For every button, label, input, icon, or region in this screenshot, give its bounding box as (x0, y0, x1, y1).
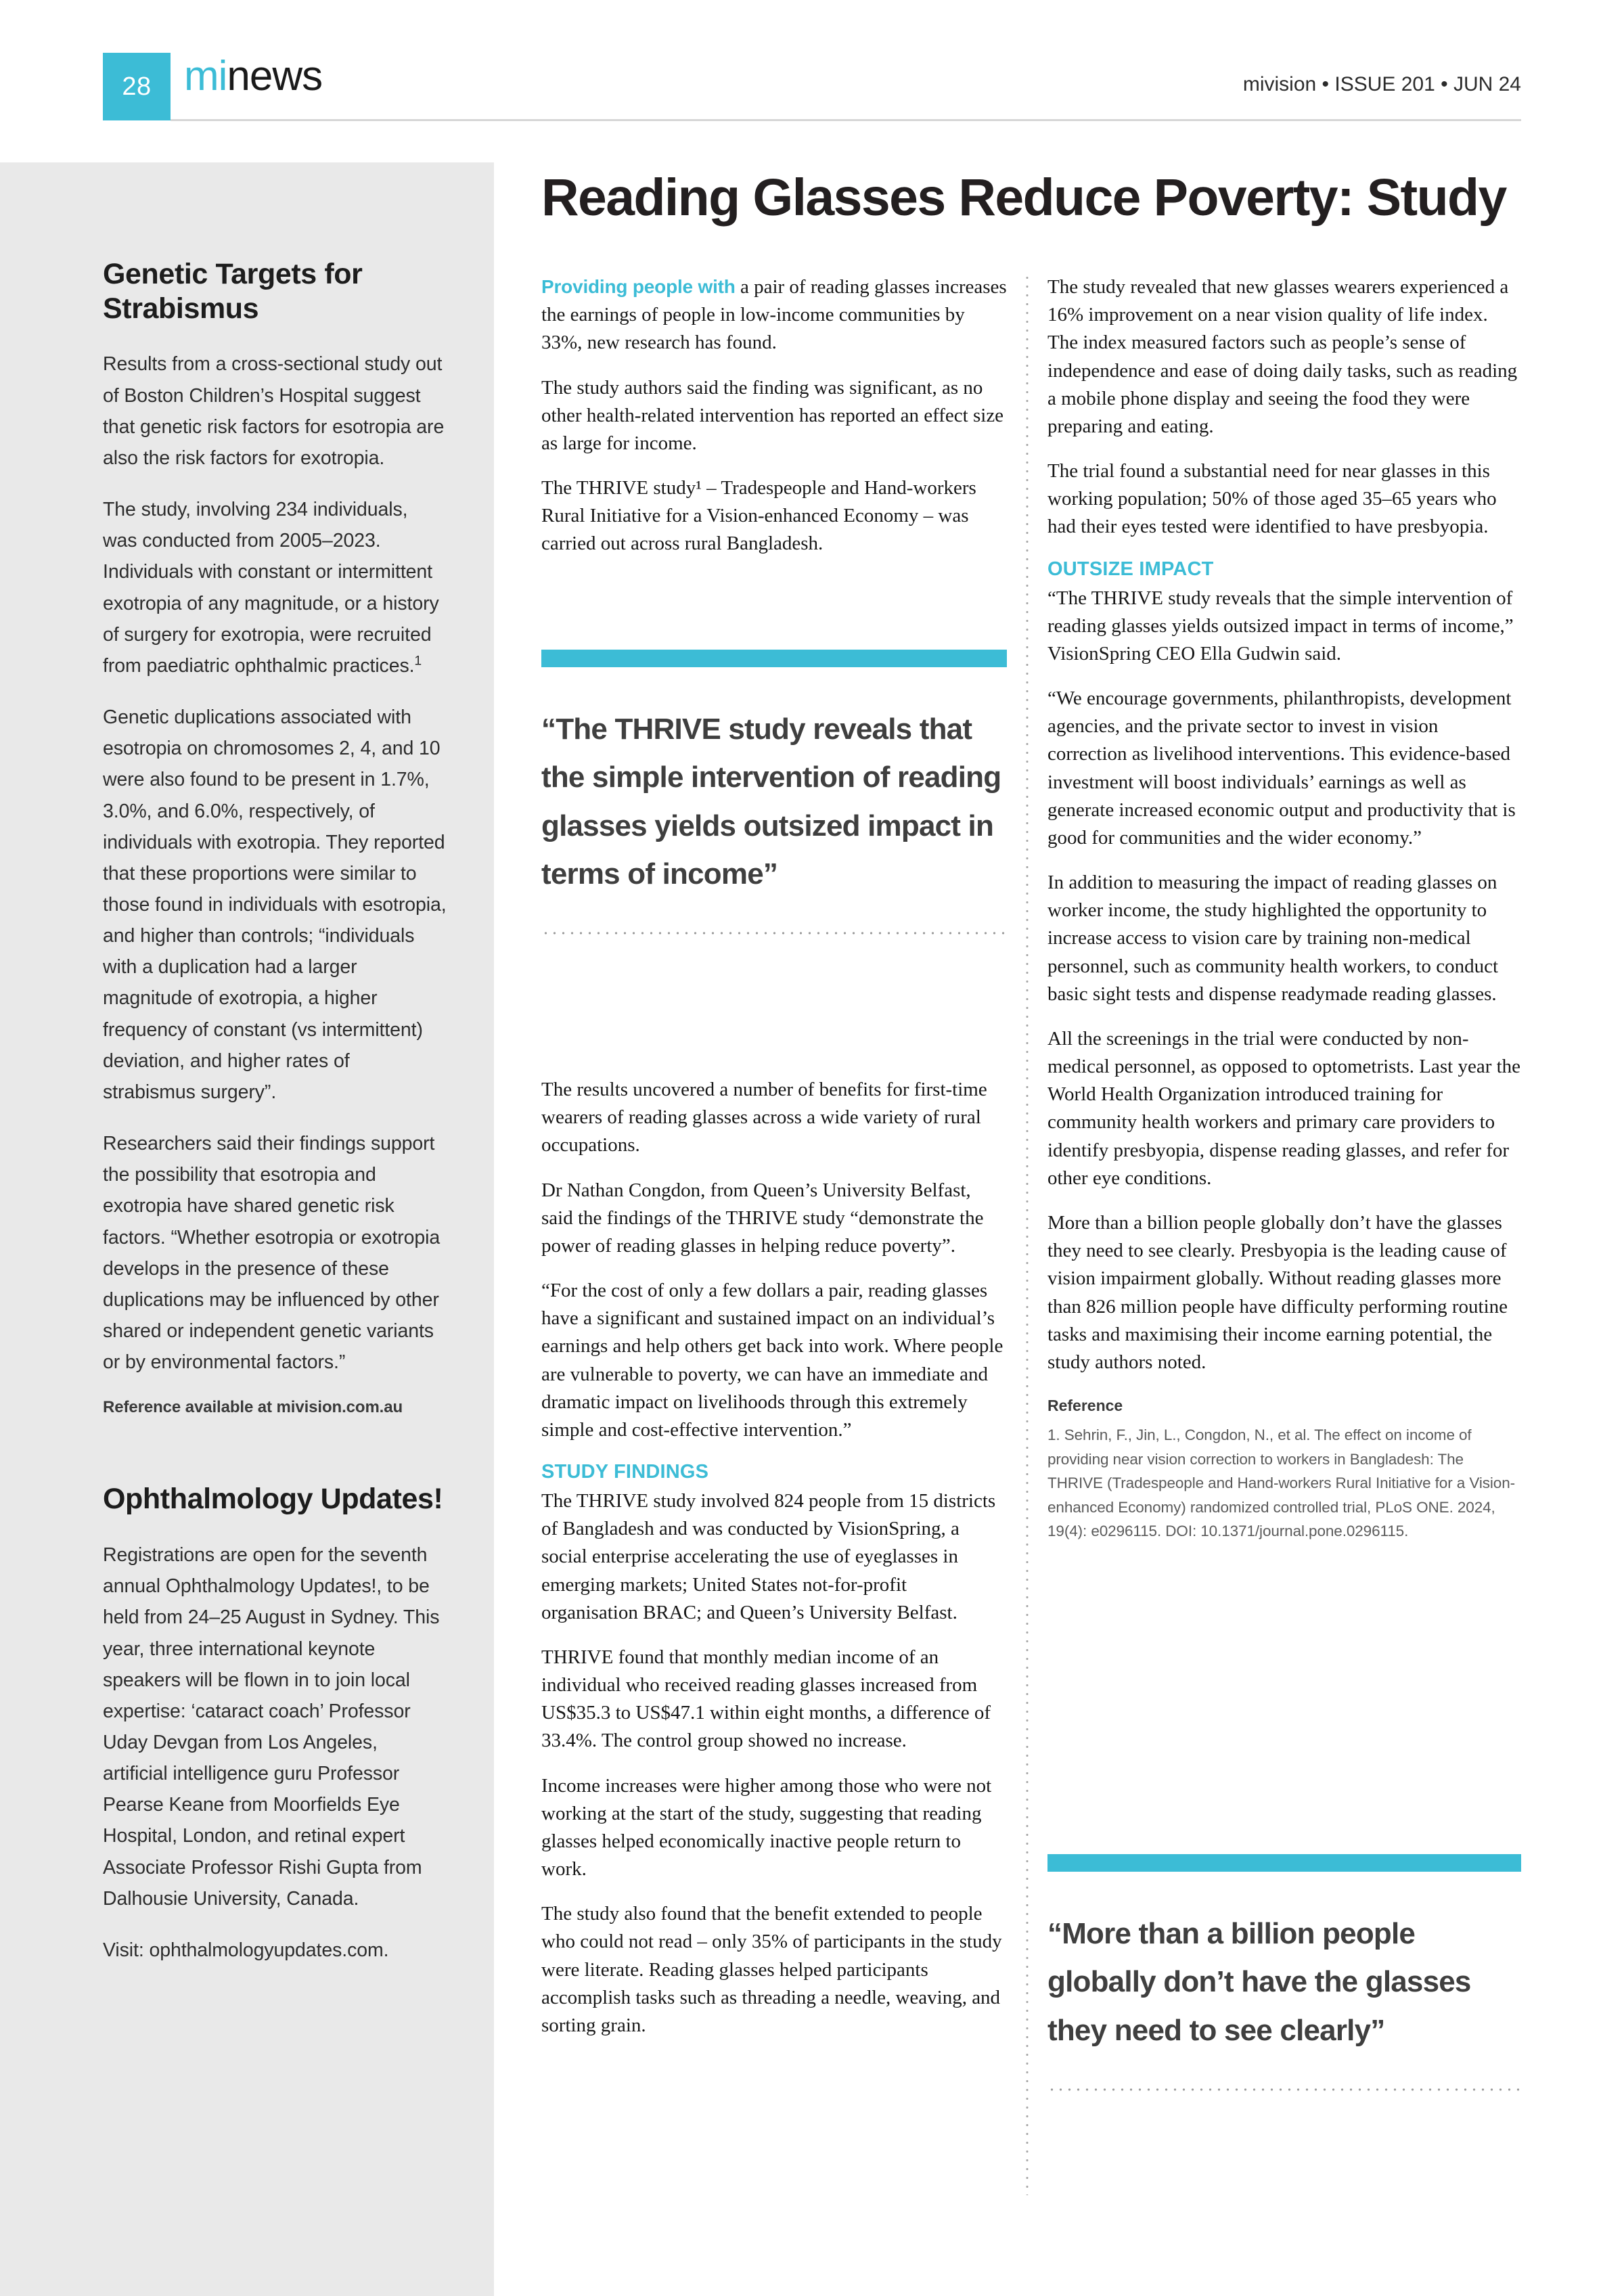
masthead-news: news (227, 53, 323, 99)
right-para-sub-0: “The THRIVE study reveals that the simple intervention of reading glasses yields outsized impact in terms of income,” VisionSpring CEO Ella Gudwin said. (1047, 587, 1514, 665)
middle-para-bot-0: The results uncovered a number of benefits for first-time wearers of reading glasses across a wide variety of rural occupations. (541, 1079, 987, 1156)
middle-para-sub-2: Income increases were higher among those who were not working at the start of the study, suggesting that reading glasses helped economically inactive people return to work. (541, 1774, 992, 1881)
header-divider (171, 119, 1521, 121)
pullquote-middle (541, 635, 1007, 941)
sidebar-article1-para-1 (103, 494, 447, 681)
middle-column-bottom (541, 1076, 1007, 2056)
masthead-logo (184, 55, 322, 97)
page-number: 28 (122, 72, 152, 101)
sidebar-article1-para-1-text: The study, involving 234 individuals, was conducted from 2005–2023. Individuals with constant or intermittent exotropia of any magnitude, or a history of surgery for exotropia, were recruited from paediatric ophthalmic practices. (103, 499, 439, 677)
page-title: Reading Glasses Reduce Poverty: Study (541, 168, 1506, 227)
folio-box (103, 53, 171, 120)
column-divider (1026, 273, 1029, 2195)
subhead-study-findings: STUDY FINDINGS (541, 1461, 709, 1483)
lead-paragraph-rest: a pair of reading glasses increases the earnings of people in low-income communities by 33%, new research has found. (541, 276, 1007, 354)
subhead-outsize-impact: OUTSIZE IMPACT (1047, 558, 1214, 580)
right-para-sub-1: “We encourage governments, philanthropists, development agencies, and the private sector to invest in vision correction as livelihood interventions. This evidence-based investment will boost individuals’ earnings as well as generate increased economic output and productivity that is good for communities and the wider economy.” (1047, 688, 1516, 849)
right-para-sub-4: More than a billion people globally don’t have the glasses they need to see clearly. Presbyopia is the leading cause of vision impairment globally. Without reading glasses more than 826 million people have difficulty performing routine tasks and maximising their income earning potential, the study authors noted. (1047, 1211, 1508, 1373)
reference-citation: 1. Sehrin, F., Jin, L., Congdon, N., et al. The effect on income of providing near vision correction to workers in Bangladesh: The THRIVE (Tradespeople and Hand-workers Rural Initiative for a Vision-enhanced Economy) randomized controlled trial, PLoS ONE. 2024, 19(4): e0296115. DOI: 10.1371/journal.pone.0296115. (1047, 1426, 1515, 1540)
pullquote-dotted-rule (541, 932, 1007, 935)
middle-para-top-0: The study authors said the finding was significant, as no other health-related intervention has reported an effect size as large for income. (541, 376, 1004, 454)
sidebar-article1-para-3: Researchers said their findings support the possibility that esotropia and exotropia have shared genetic risk factors. “Whether esotropia or exotropia develops in the presence of these duplications may be influenced by other shared or independent genetic variants or by environmental factors.” (103, 1133, 441, 1374)
middle-para-top-1: The THRIVE study¹ – Tradespeople and Hand-workers Rural Initiative for a Vision-enhanced Economy – was carried out across rural Bangladesh. (541, 477, 976, 555)
sidebar-article1-title: Genetic Targets for Strabismus (103, 258, 363, 325)
page-header (0, 0, 1624, 162)
right-para-top-1: The trial found a substantial need for near glasses in this working population; 50% of those aged 35–65 years who had their eyes tested were identified to have presbyopia. (1047, 460, 1497, 538)
middle-para-sub-1: THRIVE found that monthly median income of an individual who received reading glasses increased from US$35.3 to US$47.1 within eight months, a difference of 33.4%. The control group showed no increase. (541, 1646, 991, 1752)
right-para-top-0: The study revealed that new glasses wearers experienced a 16% improvement on a near vision quality of life index. The index measured factors such as people’s sense of independence and ease of doing daily tasks, such as reading a mobile phone display and seeing the food they were preparing and eating. (1047, 276, 1518, 437)
sidebar (0, 162, 494, 2296)
sidebar-article1-para-2: Genetic duplications associated with esotropia on chromosomes 2, 4, and 10 were also found to be present in 1.7%, 3.0%, and 6.0%, respectively, of individuals with exotropia. They reported that these proportions were similar to those found in individuals with esotropia, and higher than controls; “individuals with a duplication had a larger magnitude of exotropia, a higher frequency of constant (vs intermittent) deviation, and higher rates of strabismus surgery”. (103, 706, 447, 1103)
masthead-mi: mi (184, 53, 227, 99)
pullquote-middle-block (541, 650, 1007, 935)
middle-para-bot-1: Dr Nathan Congdon, from Queen’s University Belfast, said the findings of the THRIVE study “demonstrate the power of reading glasses in helping reduce poverty”. (541, 1179, 984, 1257)
sidebar-article2-para-1: Visit: ophthalmologyupdates.com. (103, 1939, 389, 1961)
middle-para-sub-3: The study also found that the benefit extended to people who could not read – only 35% of participants in the study were literate. Reading glasses helped participants accomplish tasks such as threading a needle, weaving, and sorting grain. (541, 1903, 1002, 2036)
lead-in-phrase: Providing people with (541, 276, 736, 297)
right-column (1047, 273, 1521, 1544)
sidebar-reference-note: Reference available at mivision.com.au (103, 1398, 403, 1417)
middle-para-bot-2: “For the cost of only a few dollars a pair, reading glasses have a significant and sustained impact on an individual’s earnings and help others get back into work. Where people are vulnerable to poverty, we can have an immediate and dramatic impact on livelihoods through this extremely simple and cost-effective intervention.” (541, 1280, 1003, 1441)
issue-line: mivision • ISSUE 201 • JUN 24 (1242, 73, 1521, 95)
right-para-sub-2: In addition to measuring the impact of reading glasses on worker income, the study highlighted the opportunity to increase access to vision care by training non-medical personnel, such as community health workers, to conduct basic sight tests and dispense readymade reading glasses. (1047, 872, 1499, 1005)
pullquote-accent-bar-right (1047, 1854, 1521, 1872)
pullquote-right-text: “More than a billion people globally don’t have the glasses they need to see clearly” (1047, 1917, 1471, 2047)
sidebar-article2-para-0: Registrations are open for the seventh annual Ophthalmology Updates!, to be held from 24–25 August in Sydney. This year, three international keynote speakers will be flown in to join local expertise: ‘cataract coach’ Professor Uday Devgan from Los Angeles, artificial intelligence guru Professor Pearse Keane from Moorfields Eye Hospital, London, and retinal expert Associate Professor Rishi Gupta from Dalhousie University, Canada. (103, 1544, 440, 1910)
lead-paragraph (541, 273, 1007, 357)
middle-para-sub-0: The THRIVE study involved 824 people from 15 districts of Bangladesh and was conducted by VisionSpring, a social enterprise accelerating the use of eyeglasses in emerging markets; United States not-for-profit organisation BRAC; and Queen’s University Belfast. (541, 1490, 996, 1623)
sidebar-article1-para-0: Results from a cross-sectional study out of Boston Children’s Hospital suggest that genetic risk factors for esotropia are also the risk factors for exotropia. (103, 353, 445, 469)
footnote-marker: 1 (414, 653, 422, 669)
pullquote-accent-bar (541, 650, 1007, 667)
reference-title: Reference (1047, 1397, 1123, 1415)
pullquote-right (1047, 1839, 1521, 2098)
pullquote-middle-text: “The THRIVE study reveals that the simple intervention of reading glasses yields outsized impact in terms of income” (541, 713, 1001, 891)
sidebar-content (103, 257, 447, 1986)
reference-block (1047, 1397, 1521, 1544)
right-para-sub-3: All the screenings in the trial were conducted by non-medical personnel, as opposed to optometrists. Last year the World Health Organization introduced training for community health workers and primary care providers to identify presbyopia, dispense reading glasses, and refer for other eye conditions. (1047, 1027, 1521, 1189)
middle-column-top (541, 273, 1007, 575)
sidebar-article2-title: Ophthalmology Updates! (103, 1483, 443, 1516)
pullquote-dotted-rule-right (1047, 2088, 1521, 2091)
pullquote-right-block (1047, 1854, 1521, 2091)
